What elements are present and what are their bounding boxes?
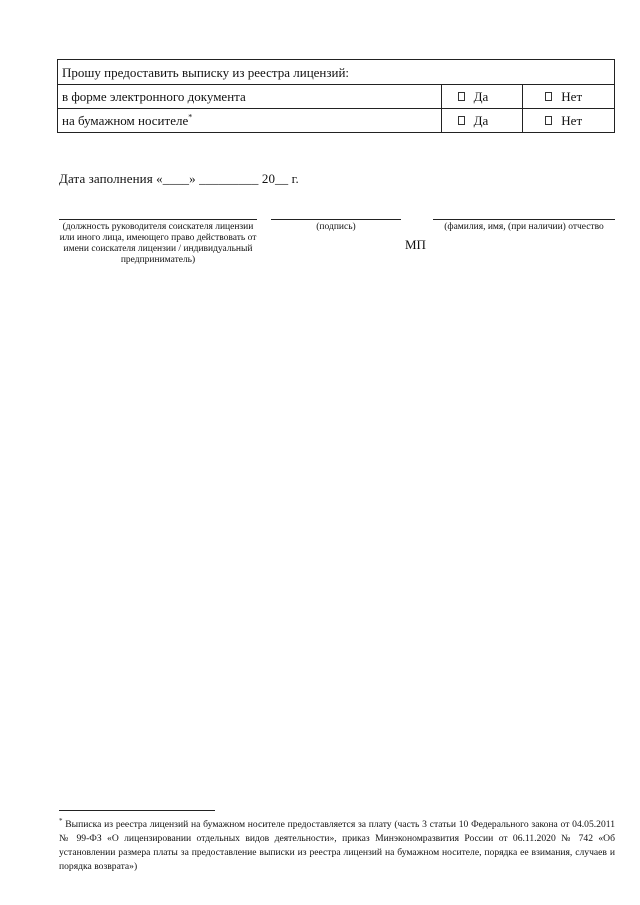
table-row-paper bbox=[58, 109, 615, 133]
footnote-mark: * bbox=[59, 816, 63, 825]
no-label: Нет bbox=[561, 89, 583, 104]
row-label-cell bbox=[58, 109, 442, 133]
yes-option-content bbox=[446, 90, 489, 103]
position-caption: (должность руководителя соискателя лицензии или иного лица, имеющего право действовать от имени соискателя лицензии / индивидуальный предприниматель) bbox=[59, 222, 257, 265]
checkbox-icon[interactable] bbox=[458, 116, 465, 125]
yes-option-content bbox=[446, 114, 489, 127]
footnote bbox=[59, 818, 615, 874]
name-line[interactable] bbox=[433, 219, 615, 220]
footnote-mark: * bbox=[188, 112, 193, 122]
row-label-electronic: в форме электронного документа bbox=[62, 89, 246, 104]
footnote-text: Выписка из реестра лицензий на бумажном носителе предоставляется за плату (часть 3 статьи 10 Федерального закона от 04.05.2011 № 99-ФЗ «О лицензировании отдельных видов деятельности», приказ Минэкономразвития России от 06.11.2020 № 742 «Об установлении размера платы за предоставление выписки из реестра лицензий на бумажном носителе, порядка ее взимания, случаев и порядка возврата») bbox=[59, 819, 615, 872]
no-option-content bbox=[527, 114, 582, 127]
name-caption: (фамилия, имя, (при наличии) отчество bbox=[444, 222, 604, 232]
request-header-text: Прошу предоставить выписку из реестра лицензий: bbox=[62, 64, 350, 80]
footnote-divider bbox=[59, 810, 215, 811]
checkbox-icon[interactable] bbox=[545, 116, 552, 125]
no-label: Нет bbox=[561, 113, 583, 128]
yes-label: Да bbox=[473, 89, 489, 104]
checkbox-icon[interactable] bbox=[458, 92, 465, 101]
signature-line[interactable] bbox=[271, 219, 401, 220]
no-option-paper[interactable] bbox=[523, 109, 615, 133]
request-header bbox=[58, 60, 615, 85]
stamp-label: МП bbox=[405, 237, 426, 252]
row-label-cell bbox=[58, 85, 442, 109]
no-option-electronic[interactable] bbox=[523, 85, 615, 109]
table-header-row bbox=[58, 60, 615, 85]
no-option-content bbox=[527, 90, 582, 103]
yes-label: Да bbox=[473, 113, 489, 128]
request-extract-table bbox=[57, 59, 615, 133]
row-label-paper: на бумажном носителе bbox=[62, 113, 189, 128]
fill-date-line[interactable]: Дата заполнения «____» _________ 20__ г. bbox=[59, 171, 299, 186]
checkbox-icon[interactable] bbox=[545, 92, 552, 101]
yes-option-paper[interactable] bbox=[441, 109, 523, 133]
position-line[interactable] bbox=[59, 219, 257, 220]
table-row-electronic bbox=[58, 85, 615, 109]
yes-option-electronic[interactable] bbox=[441, 85, 523, 109]
signature-caption: (подпись) bbox=[316, 222, 356, 232]
